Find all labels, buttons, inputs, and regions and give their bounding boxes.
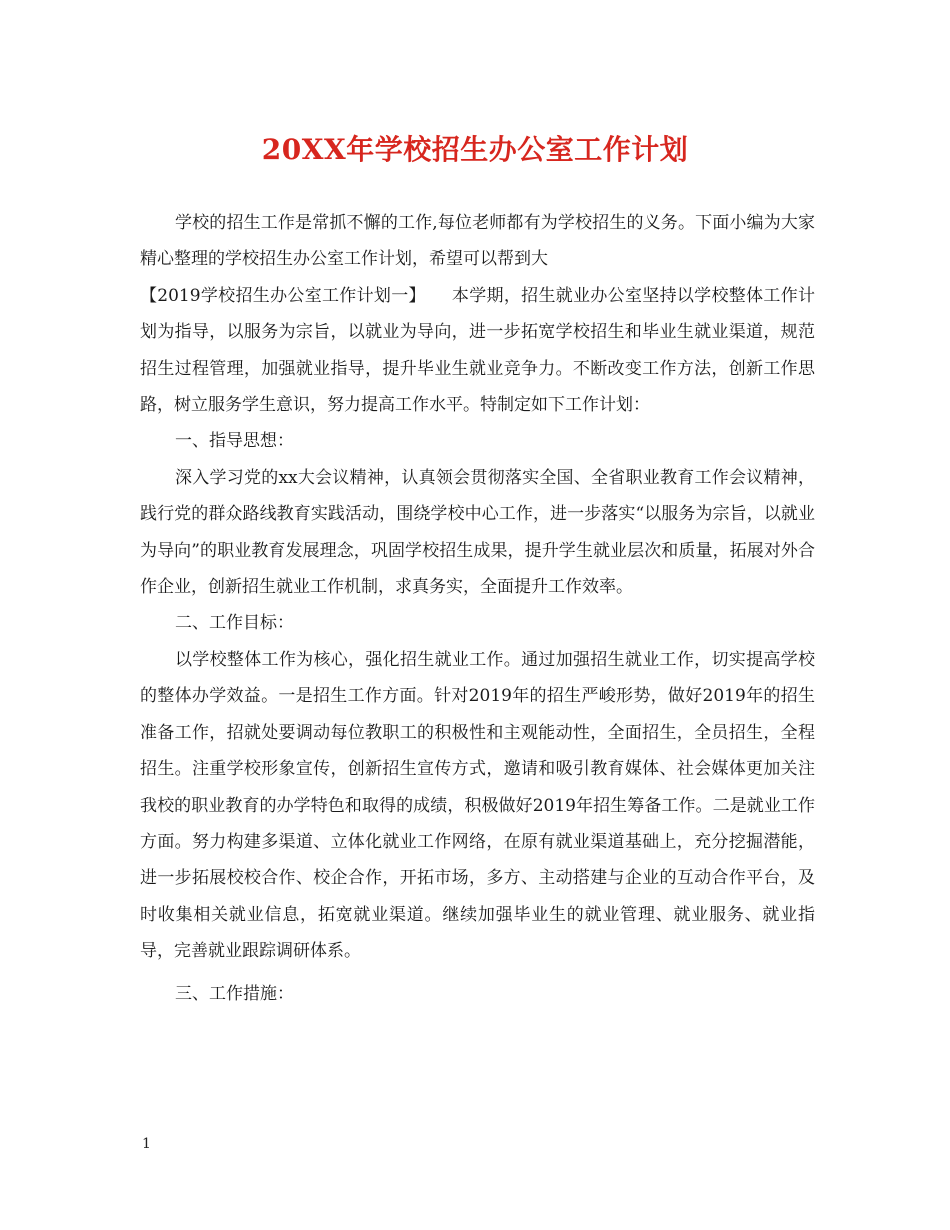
document-title: 20XX年学校招生办公室工作计划 [261, 133, 689, 166]
page-number: 1 [142, 1136, 151, 1152]
work-goals-paragraph: 以学校整体工作为核心，强化招生就业工作。通过加强招生就业工作，切实提高学校的整体办学效益。一是招生工作方面。针对2019年的招生严峻形势，做好2019年的招生准备工作，招就处要调动每位教职工的积极性和主观能动性，全面招生，全员招生，全程招生。注重学校形象宣传，创新招生宣传方式，邀请和吸引教育媒体、社会媒体更加关注我校的职业教育的办学特色和取得的成绩，积极做好2019年招生筹备工作。二是就业工作方面。努力构建多渠道、立体化就业工作网络，在原有就业渠道基础上，充分挖掘潜能，进一步拓展校校合作、校企合作，开拓市场，多方、主动搭建与企业的互动合作平台，及时收集相关就业信息，拓宽就业渠道。继续加强毕业生的就业管理、就业服务、就业指导，完善就业跟踪调研体系。 [140, 649, 815, 962]
section-heading-work-measures: 三、工作措施： [175, 983, 294, 1004]
guiding-ideology-paragraph: 深入学习党的xx大会议精神，认真领会贯彻落实全国、全省职业教育工作会议精神，践行党的群众路线教育实践活动，围绕学校中心工作，进一步落实“以服务为宗旨，以就业为导向”的职业教育发展理念，巩固学校招生成果，提升学生就业层次和质量，拓展对外合作企业，创新招生就业工作机制，求真务实，全面提升工作效率。 [140, 467, 815, 598]
intro-paragraph: 学校的招生工作是常抓不懈的工作,每位老师都有为学校招生的义务。下面小编为大家精心整理的学校招生办公室工作计划，希望可以帮到大 [140, 213, 815, 270]
plan-one-paragraph: 【2019学校招生办公室工作计划一】 本学期，招生就业办公室坚持以学校整体工作计划为指导，以服务为宗旨，以就业为导向，进一步拓宽学校招生和毕业生就业渠道，规范招生过程管理，加强就业指导，提升毕业生就业竞争力。不断改变工作方法，创新工作思路，树立服务学生意识，努力提高工作水平。特制定如下工作计划： [140, 285, 815, 416]
document-body [140, 205, 815, 1012]
section-heading-work-goals: 二、工作目标： [175, 613, 294, 634]
section-heading-guiding-ideology: 一、指导思想： [175, 431, 294, 452]
